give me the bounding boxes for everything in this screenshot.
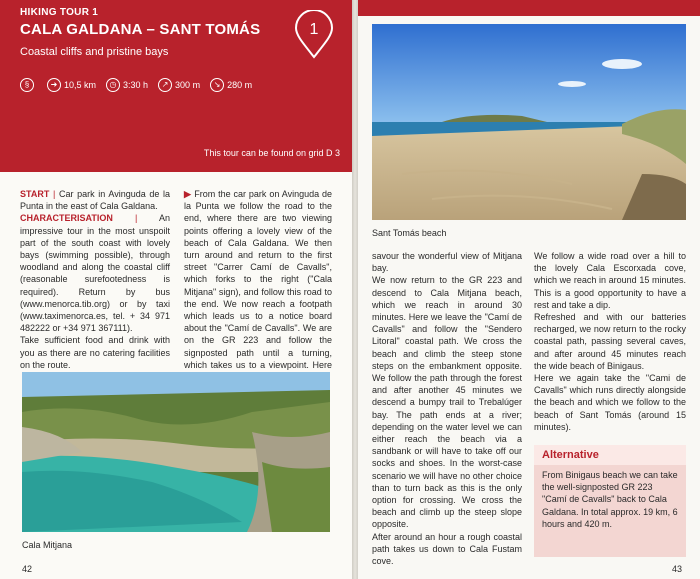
left-column-1: START | Car park in Avinguda de la Punta in the east of Cala Galdana. CHARACTERISATION | An impressive tour in the most unspoilt part of the south coast with lovely bays (swimming possible), through woodland and along the coastal cliff (reasonable surefootedness is required). Return by bus (www.menorca.tib.org) or by taxi (www.taximenorca.es, tel. + 34 971 482222 or +34 971 367111). Take sufficient food and drink with you as there are no catering facilities on the route. <box>20 189 170 370</box>
left-column-2 <box>184 188 332 383</box>
alternative-text: From Binigaus beach we can take the well-signposted GR 223 "Camí de Cavalls" back to Cala Galdana. In total approx. 19 km, 6 hours and 420 m. <box>542 470 678 529</box>
left-column-2-text: From the car park on Avinguda de la Punta we follow the road to the end, where there are two viewing points offering a lovely view of the beach of Cala Galdana. We then turn around and return to the first street "Carrer Camí de Cavalls", which forks to the right ("Cala Mitjana" sign), and follow this road to the end. We now reach a footpath which leads us to a notice board about the "Camí de Cavalls". We are on the GR 223 and follow the signposted path until a turning, which takes us to a viewpoint. Here <box>184 189 332 370</box>
cala-mitjana-caption: Cala Mitjana <box>22 540 73 550</box>
stat-route <box>20 78 37 92</box>
stat-ascent-value: 300 m <box>175 80 201 90</box>
tour-number: 1 <box>309 21 319 38</box>
stat-duration-value: 3:30 h <box>123 80 149 90</box>
tour-label: HIKING TOUR 1 <box>20 7 99 18</box>
tour-subtitle: Coastal cliffs and pristine bays <box>20 46 169 58</box>
right-column-2: We follow a wide road over a hill to the lovely Cala Escorxada cove, which we reach in around 15 minutes. This is a good opportunity to have a rest and take a dip. Refreshed and with our batteries recharged, we now return to the rocky coastal path, passing several caves, and after around 45 minutes reach the wide beach of Binigaus. Here we again take the "Cami de Cavalls" which runs directly alongside the beach and which we follow to the beach of Sant Tomás (around 15 minutes). <box>534 251 686 432</box>
cala-mitjana-photo <box>22 372 330 532</box>
left-page-number: 42 <box>22 564 33 574</box>
ascent-icon: ↗ <box>158 78 172 92</box>
start-text: Car park in Avinguda de la Punta in the east of Cala Galdana. <box>20 189 170 212</box>
right-page <box>358 0 700 579</box>
stat-duration <box>106 78 148 92</box>
tour-number-badge <box>294 10 334 60</box>
stat-distance <box>47 78 96 92</box>
alternative-box <box>534 445 686 557</box>
right-header-strip <box>358 0 700 16</box>
alternative-title: Alternative <box>534 445 686 465</box>
stat-distance-value: 10,5 km <box>64 80 97 90</box>
right-column-1: savour the wonderful view of Mitjana bay. We now return to the GR 223 and descend to Cala Mitjana beach, which we reach in around 30 minutes. Here we leave the "Camí de Cavalls" and follow the "Sendero Litoral" coastal path. We cross the beach and climb the steep stone steps on the embankment opposite. We follow the path through the forest and after another 45 minutes we descend a bumpy trail to Trebalúger bay. The path ends at a river; depending on the water level we can either reach the beach via a sandbank or will have to take off our socks and shoes. In the worst-case scenario we will have no other choice than to turn back as this is the only option for crossing. We cross the beach and climb up the steep slope opposite. After around an hour a rough coastal path takes us down to Cala Fustam cove. <box>372 251 522 567</box>
tour-banner <box>0 0 352 172</box>
right-page-number: 43 <box>672 564 683 574</box>
stat-ascent <box>158 78 200 92</box>
descent-icon: ↘ <box>210 78 224 92</box>
grid-note: This tour can be found on grid D 3 <box>203 148 340 158</box>
food-note: Take sufficient food and drink with you as there are no catering facilities on the route. <box>20 335 170 370</box>
route-icon: § <box>20 78 34 92</box>
clock-icon: ◷ <box>106 78 120 92</box>
start-keyword: START <box>20 189 50 199</box>
sant-tomas-photo <box>372 24 686 220</box>
sant-tomas-caption: Sant Tomás beach <box>372 228 447 238</box>
signpost-icon: ➜ <box>47 78 61 92</box>
stat-descent-value: 280 m <box>227 80 253 90</box>
tour-stats <box>20 78 262 92</box>
characterisation-text: An impressive tour in the most unspoilt part of the south coast with lovely bays (swimming possible), through woodland and along the coastal cliff (reasonable surefootedness is required). Return by bus (www.menorca.tib.org) or by taxi (www.taximenorca.es, tel. + 34 971 482222 or +34 971 367111). <box>20 213 170 334</box>
tour-title: CALA GALDANA – SANT TOMÁS <box>20 21 261 38</box>
stat-descent <box>210 78 252 92</box>
direction-arrow-icon: ▶ <box>184 189 195 199</box>
characterisation-keyword: CHARACTERISATION <box>20 213 113 224</box>
